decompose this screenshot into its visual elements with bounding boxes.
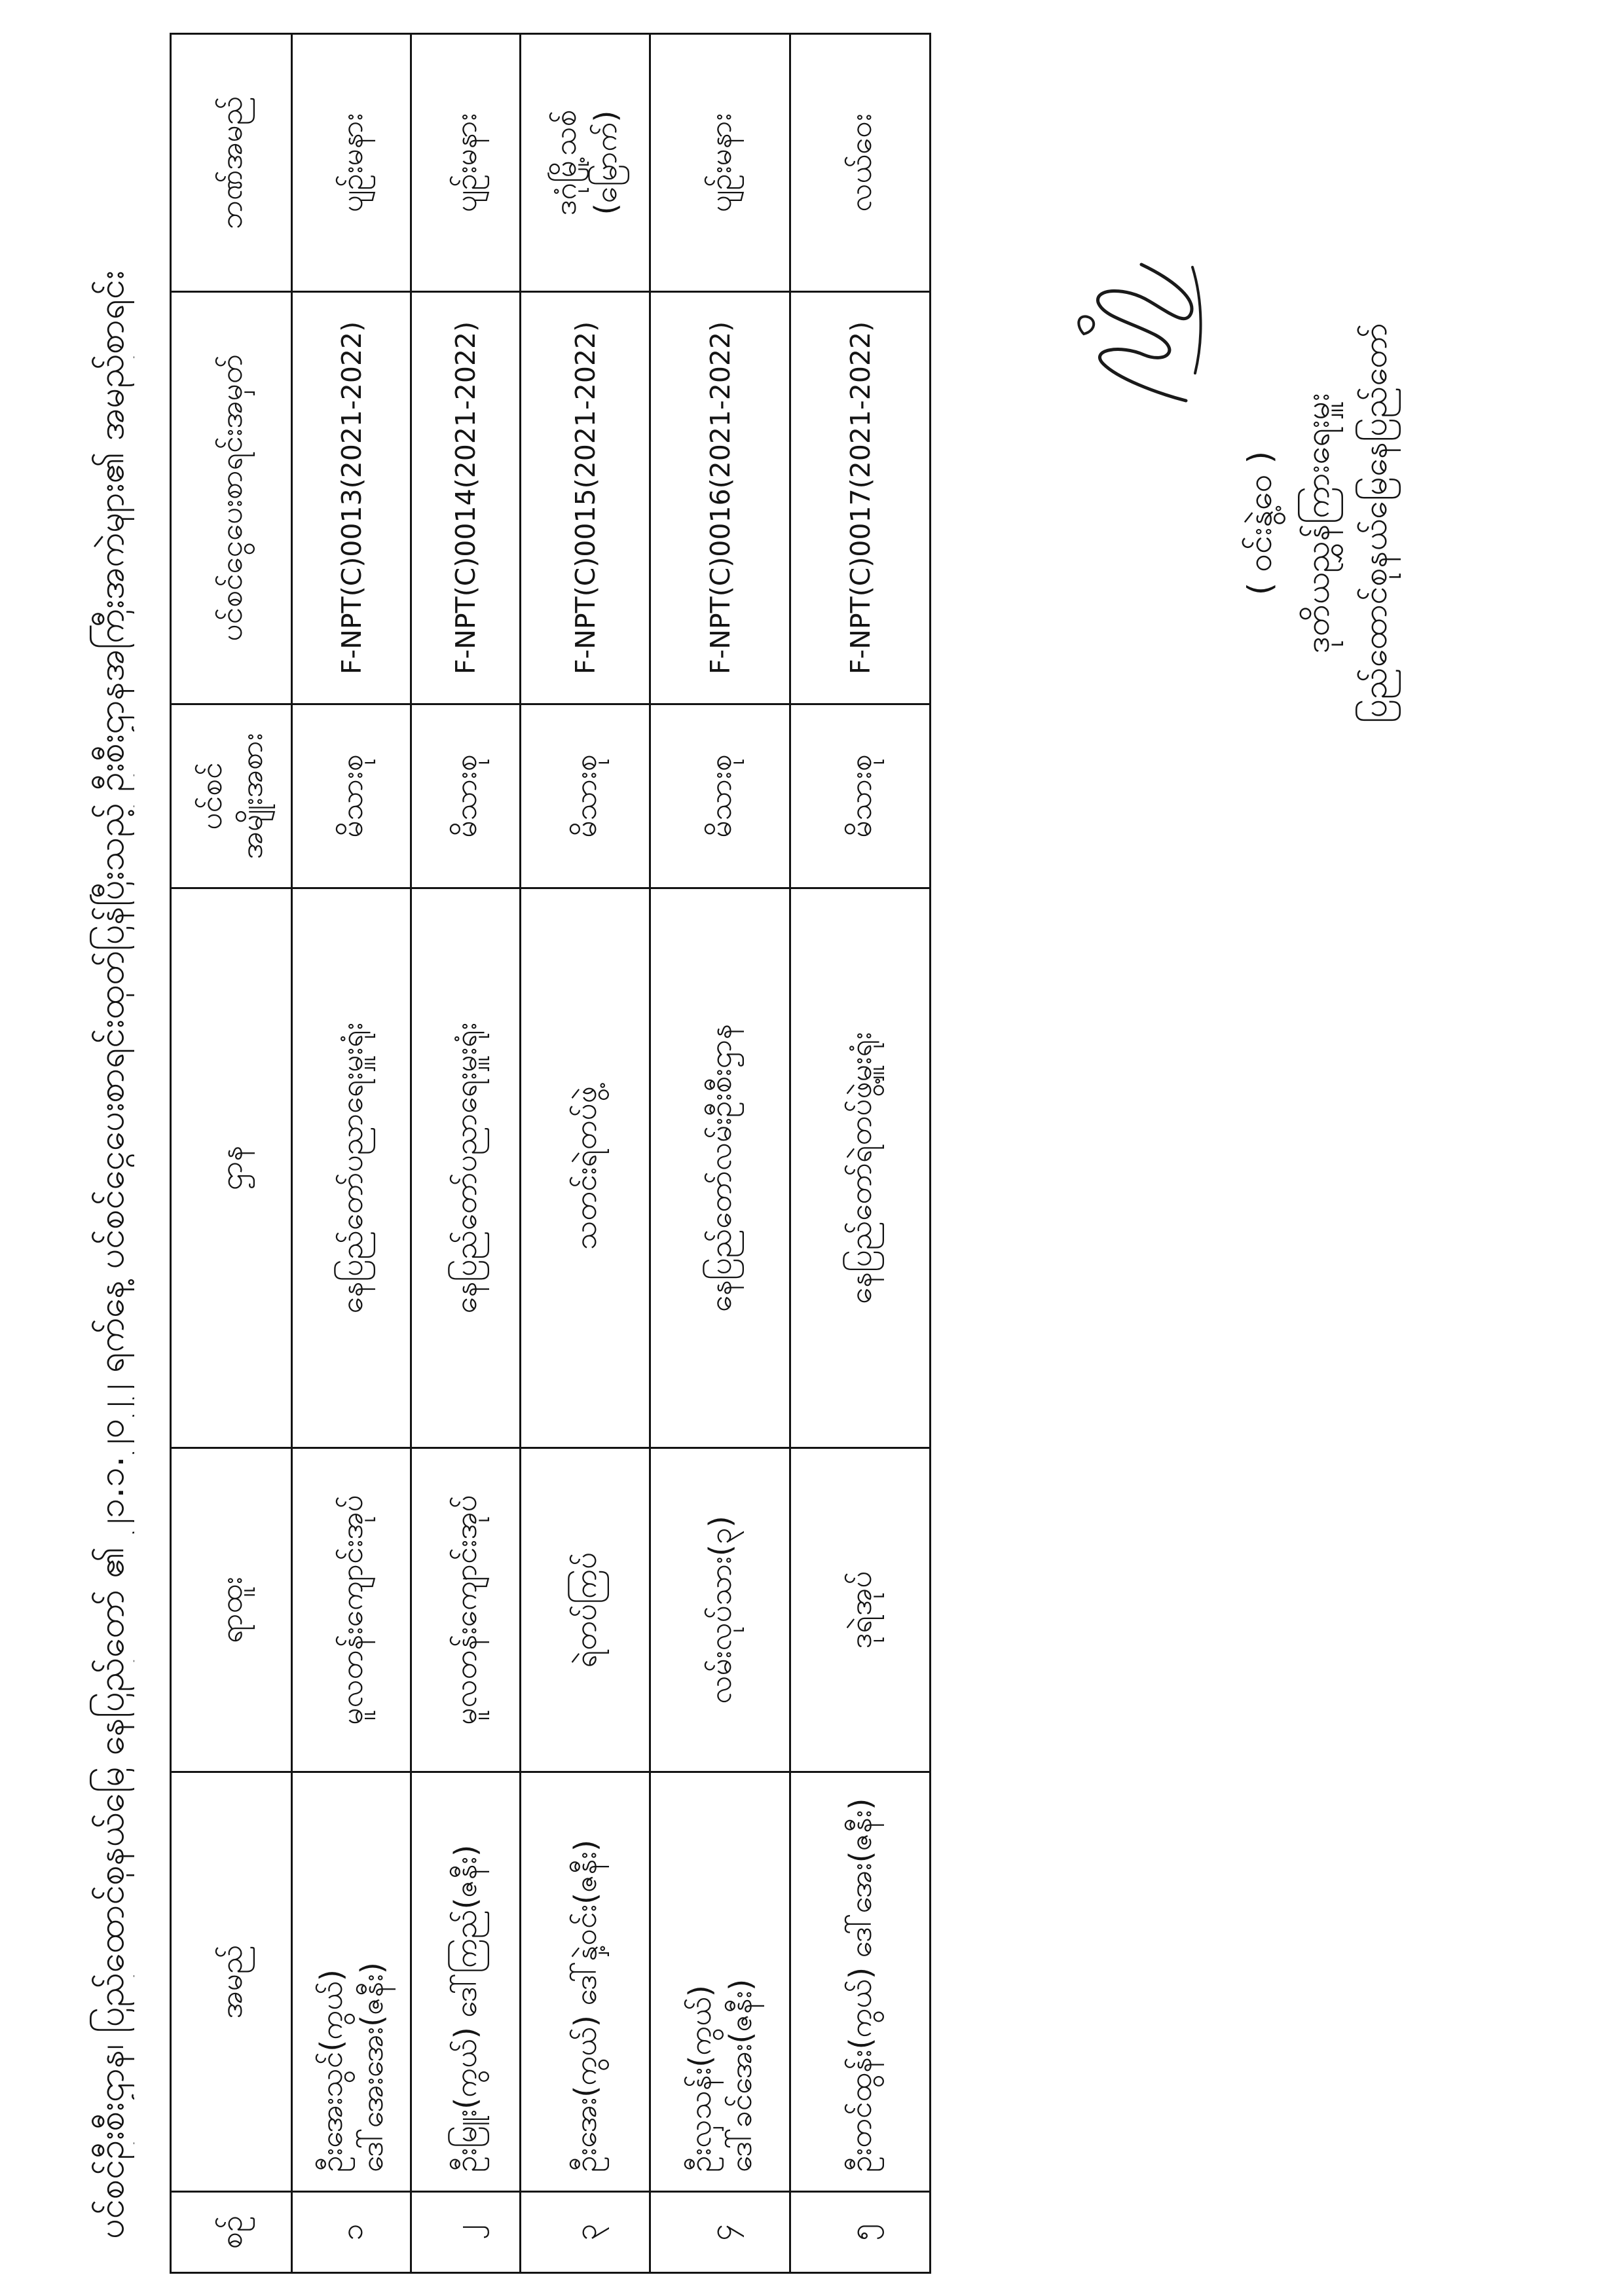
header-name: အမည်	[171, 1772, 292, 2192]
table-row	[411, 34, 521, 2273]
header-pension-type	[171, 704, 292, 888]
bank-line: ပျဉ်းမနား	[333, 113, 369, 213]
bank-line: လယ်ဝေး	[842, 113, 878, 212]
header-rank: ရာထူး	[171, 1448, 292, 1772]
cell-name	[292, 1772, 411, 2192]
cell-name	[650, 1772, 790, 2192]
header-department: ဌာန	[171, 888, 292, 1448]
handwritten-signature	[1058, 255, 1221, 412]
table-header-row	[171, 34, 292, 2273]
cell-name	[790, 1772, 931, 2192]
cell-rank: လမ်းလုပ်သား(၃)	[650, 1448, 790, 1772]
cell-rank: မူလတန်းကျောင်းအုပ်	[292, 1448, 411, 1772]
signature-block	[1231, 196, 1404, 850]
document-title: ပင်စင်ဦးစီးဌာန၊ ပြည်ထောင်စုနယ်မြေ နေပြည်တော် ၏ ၂၁.၁.၂၀၂၂ ရက်နေ့ ပင်စင်ငွေပေးစာရင်းထုတ်ပြန်ပြီးသည့် ဦးစီးဌာနအကြီးအကဲများ၏ အမည်စာရင်း	[90, 270, 132, 2239]
cell-rank: ဒုရဲအုပ်	[790, 1448, 931, 1772]
cell-pension-type: မိသားစု	[292, 704, 411, 888]
cell-pension-no: F-NPT(C)0017(2021-2022)	[790, 292, 931, 704]
header-no: စဉ်	[171, 2192, 292, 2273]
cell-department: သတင်းရဲတပ်ဖွဲ့	[521, 888, 650, 1448]
cell-no: ၂	[411, 2192, 521, 2273]
cell-department: နေပြည်တော်ပညာရေးမှူးရုံး	[292, 888, 411, 1448]
cell-pension-no: F-NPT(C)0013(2021-2022)	[292, 292, 411, 704]
pension-list-table	[170, 33, 931, 2274]
cell-pension-type: မိသားစု	[411, 704, 521, 888]
table-row	[521, 34, 650, 2273]
signatory-position: ဒုတိယညွှန်ကြားရေးမှူး	[1299, 393, 1337, 653]
name-line: ဒေါ်အေးအေး(ဇနီး)	[354, 1962, 390, 2172]
cell-rank: ရဲတပ်ကြပ်	[521, 1448, 650, 1772]
cell-no: ၅	[790, 2192, 931, 2273]
name-line: ဦးအေးသွင်(ကွယ်)	[313, 1969, 349, 2172]
cell-bank	[790, 34, 931, 292]
cell-pension-type: မိသားစု	[790, 704, 931, 888]
cell-rank: မူလတန်းကျောင်းအုပ်	[411, 1448, 521, 1772]
cell-pension-no: F-NPT(C)0016(2021-2022)	[650, 292, 790, 704]
cell-pension-type: မိသားစု	[521, 704, 650, 888]
bank-line: ပျဉ်းမနား	[448, 113, 483, 213]
cell-pension-type: မိသားစု	[650, 704, 790, 888]
bank-line: (မြောက်)	[587, 110, 623, 215]
header-pension-type-line: ပင်စင်	[193, 762, 229, 830]
name-line: ဦးအေး(ကွယ်) ဒေါ်နှဲ့ဝင်း(ဇနီး)	[567, 1840, 603, 2172]
cell-no: ၁	[292, 2192, 411, 2273]
signatory-name: ( ဝင်းနွဲ့ဝေ )	[1241, 450, 1279, 596]
cell-bank	[650, 34, 790, 292]
name-line: ဦးမြူး(ကွယ်) ဒေါ်ကြည်(ဇနီး)	[448, 1844, 483, 2172]
cell-department: နေပြည်တော်ရဲတပ်ဖွဲ့မှူးရုံး	[790, 888, 931, 1448]
name-line: ဦးလှသန်း(ကွယ်)	[682, 1985, 718, 2172]
header-pension-type-line: အမျိုးအစား	[234, 733, 269, 860]
cell-no: ၄	[650, 2192, 790, 2273]
cell-pension-no: F-NPT(C)0014(2021-2022)	[411, 292, 521, 704]
cell-bank	[292, 34, 411, 292]
cell-bank	[411, 34, 521, 292]
cell-department: နေပြည်တော်လမ်းဦးစီးဌာန	[650, 888, 790, 1448]
bank-line: ပျဉ်းမနား	[702, 113, 738, 213]
cell-name	[521, 1772, 650, 2192]
bank-line: ဒဂုံမြို့သစ်	[547, 109, 583, 216]
cell-department: နေပြည်တော်ပညာရေးမှူးရုံး	[411, 888, 521, 1448]
cell-no: ၃	[521, 2192, 650, 2273]
table-row	[650, 34, 790, 2273]
header-bank: ဘဏ်အမည်	[171, 34, 292, 292]
table-row	[790, 34, 931, 2273]
cell-bank	[521, 34, 650, 292]
header-pension-no: ပင်စင်ငွေပေးစာရင်းအမှတ်	[171, 292, 292, 704]
name-line: ဦးတင်ထွန်း(ကွယ်) ဒေါ်အေး(ဇနီး)	[842, 1798, 878, 2172]
table-row	[292, 34, 411, 2273]
signatory-office: ပြည်ထောင်စုနယ်မြေနေပြည်တော်	[1356, 323, 1394, 723]
name-line: ဒေါ်ခင်အေး(ဇနီး)	[722, 1978, 758, 2172]
cell-name	[411, 1772, 521, 2192]
cell-pension-no: F-NPT(C)0015(2021-2022)	[521, 292, 650, 704]
